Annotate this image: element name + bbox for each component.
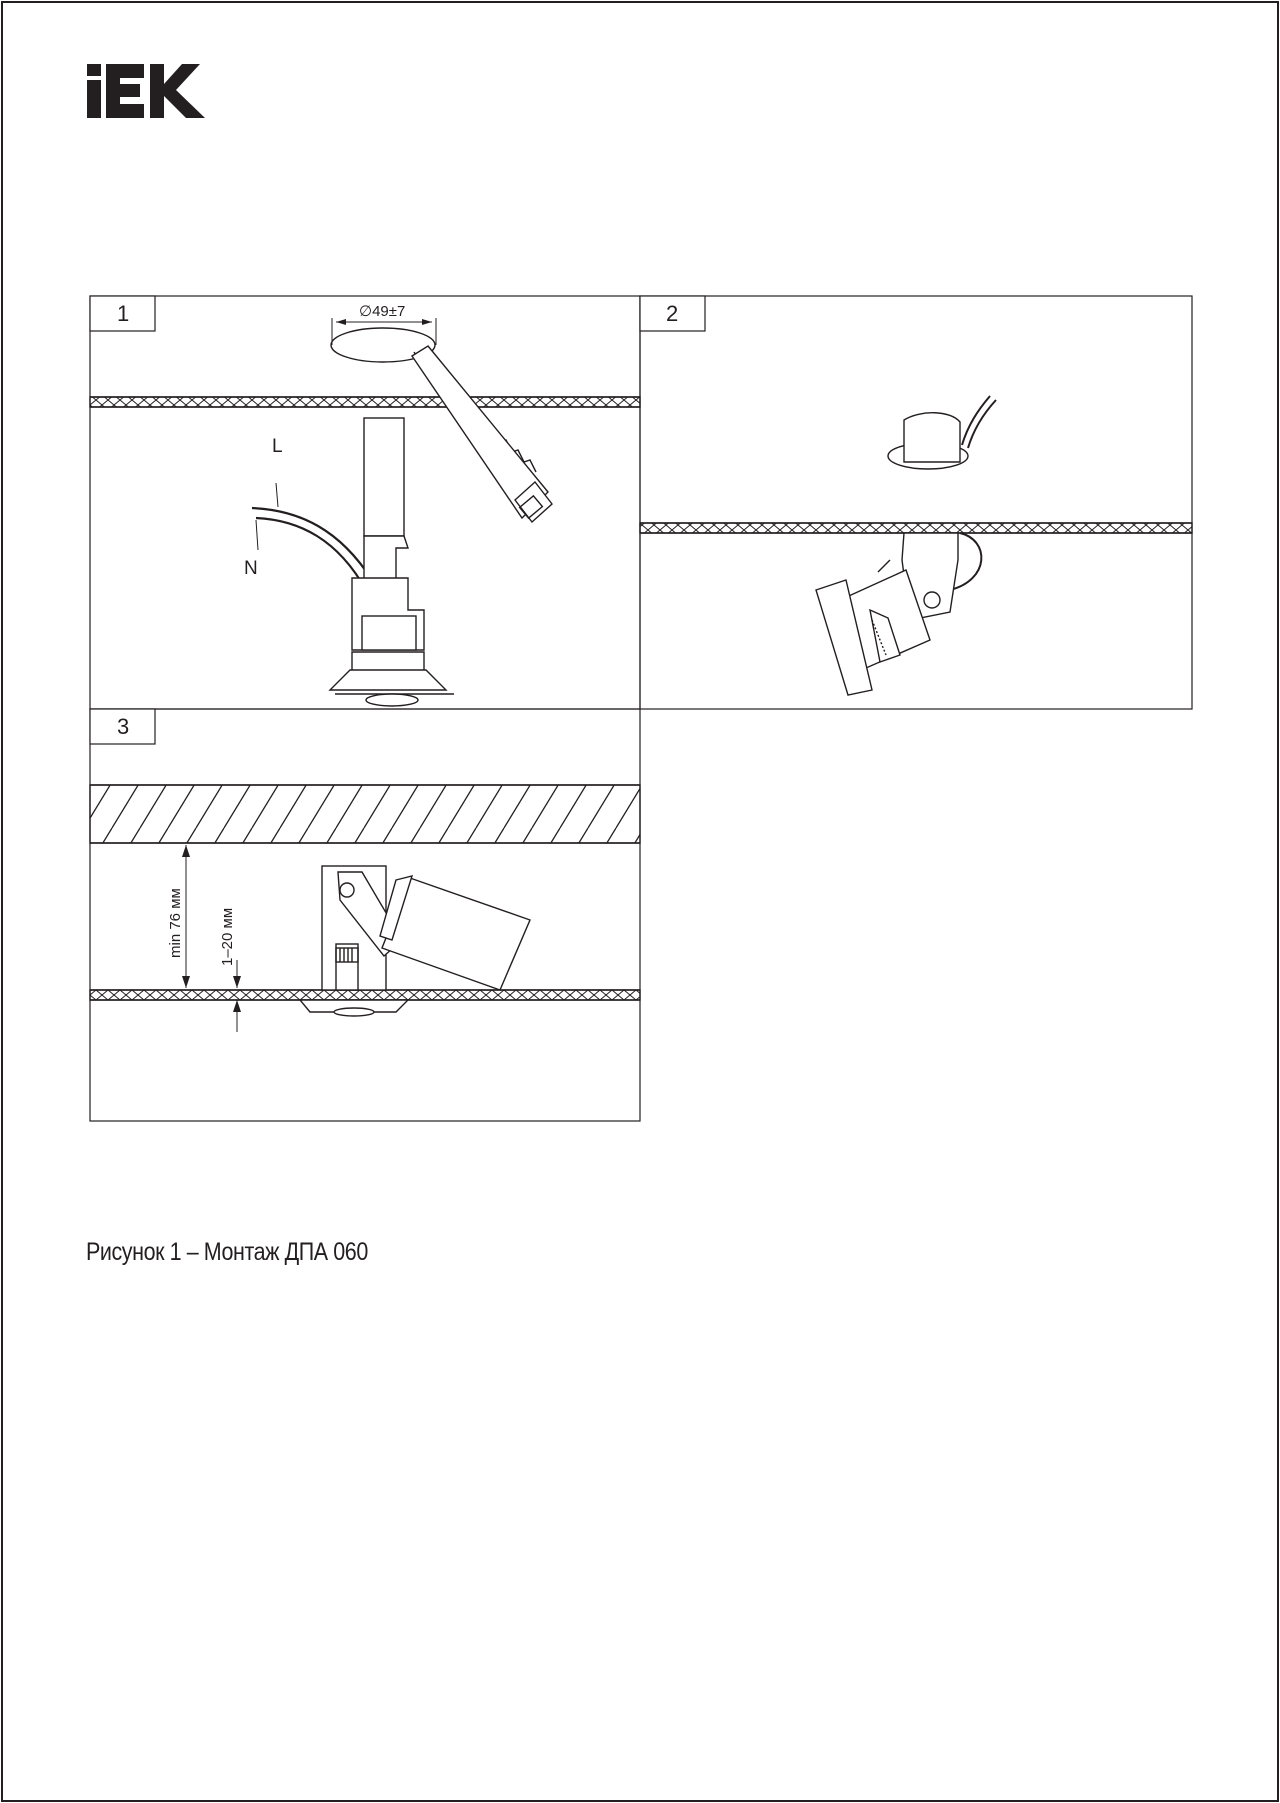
panel-3-number: 3 — [117, 714, 130, 739]
live-wire-label: L — [272, 436, 283, 457]
panel-1-number: 1 — [117, 301, 130, 326]
figure-caption: Рисунок 1 – Монтаж ДПА 060 — [86, 1238, 368, 1266]
ceiling-thickness-label: 1–20 мм — [219, 907, 236, 966]
hole-diameter-label: ∅49±7 — [359, 303, 406, 320]
panel-2-number: 2 — [666, 301, 679, 326]
min-depth-label: min 76 мм — [167, 888, 184, 958]
panel-2-frame — [640, 296, 1192, 709]
neutral-wire-label: N — [244, 558, 258, 579]
iek-logo — [87, 64, 205, 118]
panel-2-drawing — [640, 396, 1192, 695]
panel-1-drawing — [90, 318, 640, 706]
